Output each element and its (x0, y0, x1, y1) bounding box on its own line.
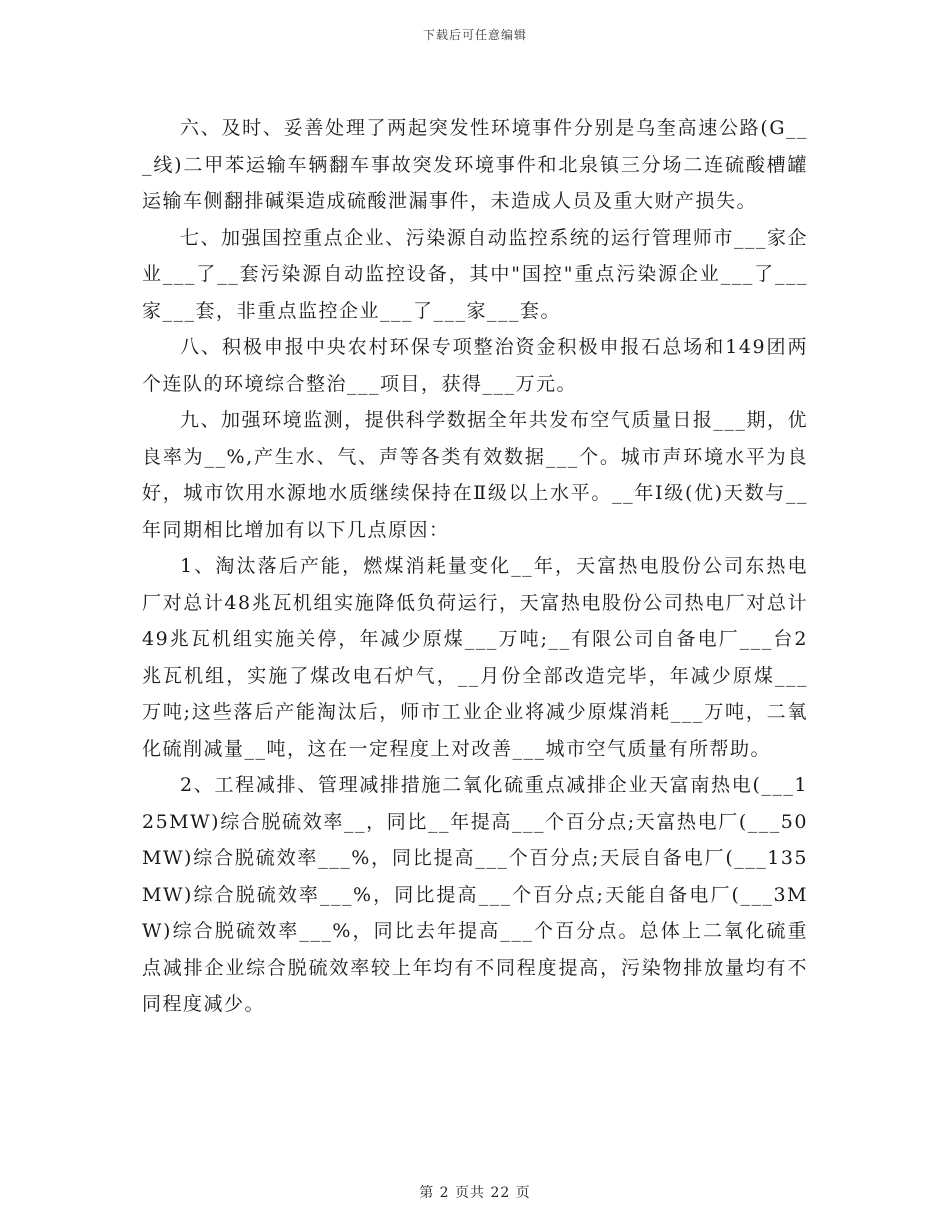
paragraph-8: 八、积极申报中央农村环保专项整治资金积极申报石总场和149团两个连队的环境综合整治___项目，获得___万元。 (142, 336, 808, 395)
paragraph-9-item-1: 1、淘汰落后产能，燃煤消耗量变化__年，天富热电股份公司东热电厂对总计48兆瓦机组实施降低负荷运行，天富热电股份公司热电厂对总计49兆瓦机组实施关停，年减少原煤___万吨;__有限公司自备电厂___台2兆瓦机组，实施了煤改电石炉气，__月份全部改造完毕，年减少原煤___万吨;这些落后产能淘汰后，师市工业企业将减少原煤消耗___万吨，二氧化硫削减量__吨，这在一定程度上对改善___城市空气质量有所帮助。 (142, 555, 808, 760)
paragraph-7: 七、加强国控重点企业、污染源自动监控系统的运行管理师市___家企业___了__套污染源自动监控设备，其中"国控"重点污染源企业___了___家___套，非重点监控企业___了___家___套。 (142, 226, 808, 322)
paragraph-9-item-2: 2、工程减排、管理减排措施二氧化硫重点减排企业天富南热电(___125MW)综合脱硫效率__，同比__年提高___个百分点;天富热电厂(___50MW)综合脱硫效率___%，同比提高___个百分点;天辰自备电厂(___135MW)综合脱硫效率___%，同比提高___个百分点;天能自备电厂(___3MW)综合脱硫效率___%，同比去年提高___个百分点。总体上二氧化硫重点减排企业综合脱硫效率较上年均有不同程度提高，污染物排放量均有不同程度减少。 (142, 774, 808, 1015)
page-header: 下载后可任意编辑 (422, 28, 527, 42)
paragraph-9: 九、加强环境监测，提供科学数据全年共发布空气质量日报___期，优良率为__%,产生水、气、声等各类有效数据___个。城市声环境水平为良好，城市饮用水源地水质继续保持在Ⅱ级以上水平。__年Ⅰ级(优)天数与__年同期相比增加有以下几点原因： (142, 409, 808, 541)
page-number: 第 2 页共 22 页 (419, 1185, 531, 1201)
paragraph-6: 六、及时、妥善处理了两起突发性环境事件分别是乌奎高速公路(G___线)二甲苯运输车辆翻车事故突发环境事件和北泉镇三分场二连硫酸槽罐运输车侧翻排碱渠造成硫酸泄漏事件，未造成人员及重大财产损失。 (142, 117, 808, 212)
document-body (142, 110, 808, 1023)
